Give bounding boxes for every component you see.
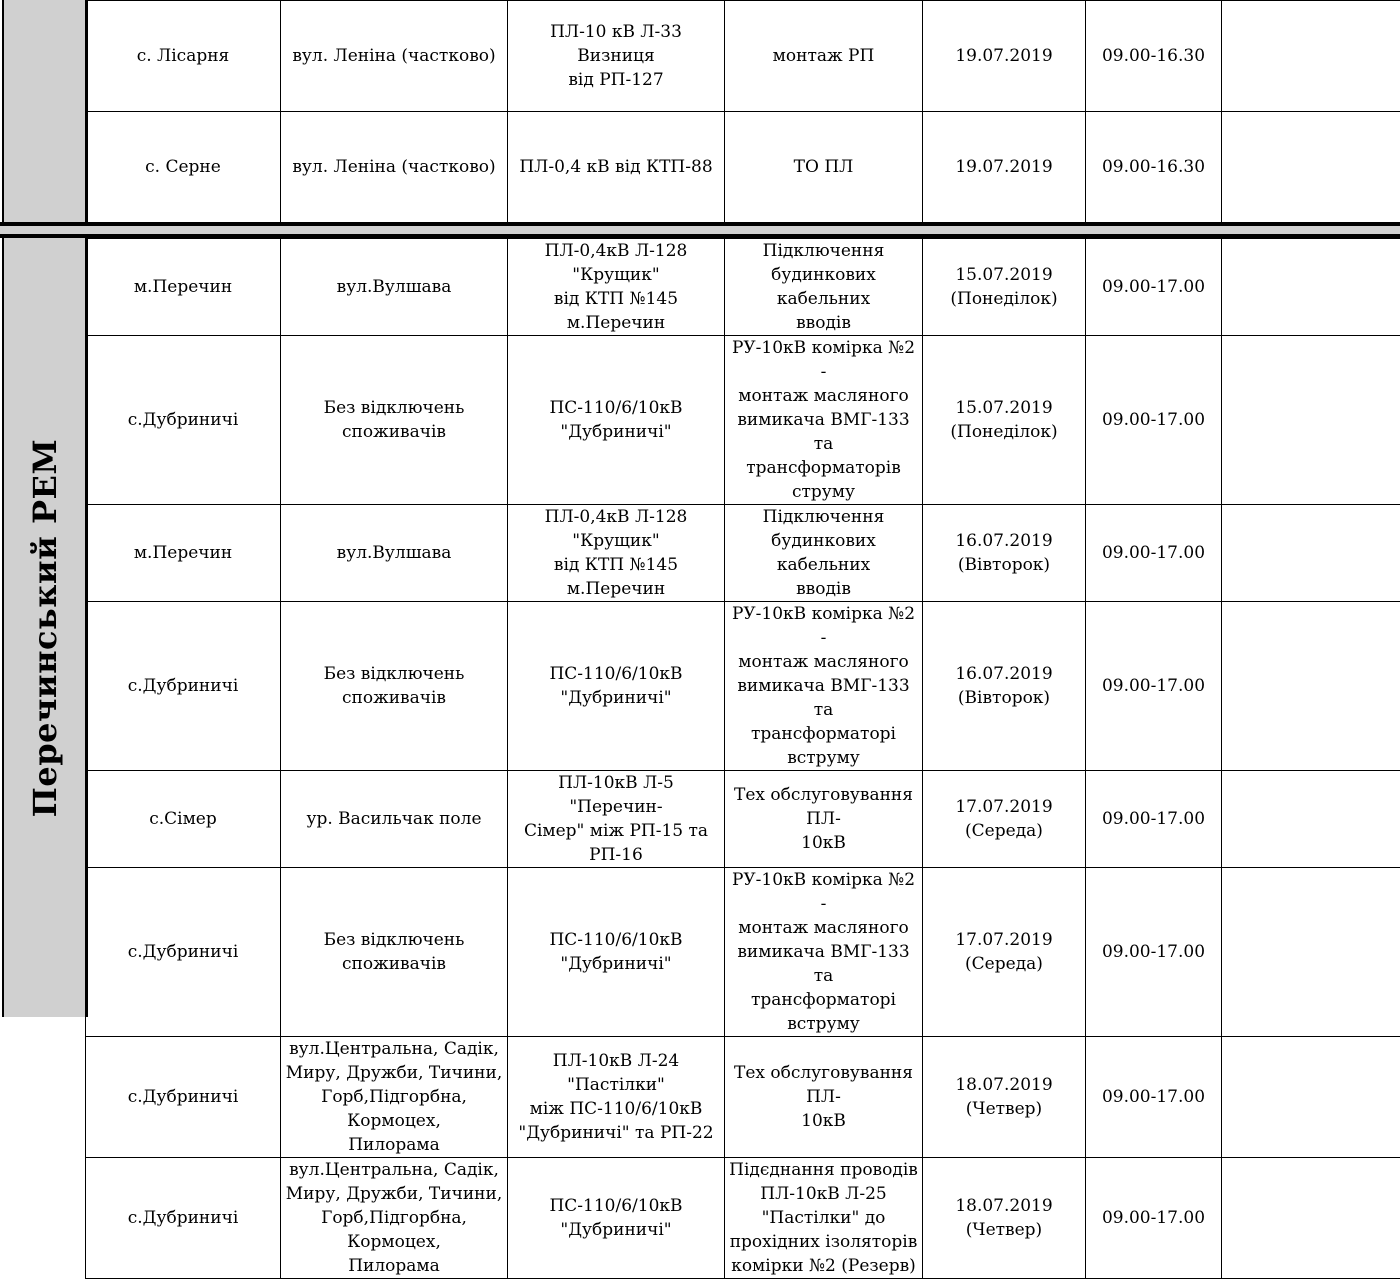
work-type-cell: Підключення будинкових кабельних вводів	[725, 239, 923, 336]
date-cell: 17.07.2019 (Середа)	[923, 771, 1086, 868]
table-row	[86, 1037, 1400, 1158]
time-cell: 09.00-17.00	[1086, 1037, 1222, 1158]
note-cell	[1222, 771, 1400, 868]
time-cell: 09.00-17.00	[1086, 336, 1222, 505]
table-row	[86, 112, 1400, 223]
settlement-cell: м.Перечин	[86, 239, 281, 336]
street-cell: Без відключень споживачів	[281, 868, 508, 1037]
date-cell: 16.07.2019 (Вівторок)	[923, 602, 1086, 771]
date-cell: 17.07.2019 (Середа)	[923, 868, 1086, 1037]
work-type-cell: ТО ПЛ	[725, 112, 923, 223]
work-type-cell: монтаж РП	[725, 1, 923, 112]
power-line-cell: ПЛ-0,4кВ Л-128 "Крущик" від КТП №145 м.Перечин	[508, 505, 725, 602]
note-cell	[1222, 602, 1400, 771]
street-cell: вул.Центральна, Садік, Миру, Дружби, Тичини, Горб,Підгорбна, Кормоцех, Пилорама	[281, 1037, 508, 1158]
note-cell	[1222, 1037, 1400, 1158]
date-cell: 15.07.2019 (Понеділок)	[923, 239, 1086, 336]
work-type-cell: Підєднання проводів ПЛ-10кВ Л-25 "Пастілки" до прохідних ізоляторів комірки №2 (Резерв)	[725, 1158, 923, 1279]
note-cell	[1222, 239, 1400, 336]
settlement-cell: с.Дубриничі	[86, 868, 281, 1037]
power-line-cell: ПЛ-0,4 кВ від КТП-88	[508, 112, 725, 223]
note-cell	[1222, 505, 1400, 602]
power-line-cell: ПС-110/6/10кВ "Дубриничі"	[508, 1158, 725, 1279]
note-cell	[1222, 868, 1400, 1037]
settlement-cell: с.Дубриничі	[86, 336, 281, 505]
settlement-cell: с. Серне	[86, 112, 281, 223]
note-cell	[1222, 336, 1400, 505]
table-row	[86, 771, 1400, 868]
time-cell: 09.00-17.00	[1086, 1158, 1222, 1279]
work-type-cell: РУ-10кВ комірка №2 - монтаж масляного вимикача ВМГ-133 та трансформаторів струму	[725, 336, 923, 505]
schedule-table-perechyn	[85, 238, 1400, 1279]
note-cell	[1222, 1158, 1400, 1279]
section-separator	[0, 222, 1400, 238]
time-cell: 09.00-17.00	[1086, 505, 1222, 602]
street-cell: Без відключень споживачів	[281, 602, 508, 771]
street-cell: вул.Вулшава	[281, 239, 508, 336]
schedule-table-top	[85, 0, 1400, 223]
street-cell: вул. Леніна (частково)	[281, 112, 508, 223]
region-band-top	[2, 0, 88, 222]
date-cell: 19.07.2019	[923, 112, 1086, 223]
settlement-cell: с. Лісарня	[86, 1, 281, 112]
time-cell: 09.00-17.00	[1086, 239, 1222, 336]
power-line-cell: ПЛ-0,4кВ Л-128 "Крущик" від КТП №145 м.Перечин	[508, 239, 725, 336]
table-row	[86, 1, 1400, 112]
power-line-cell: ПЛ-10 кВ Л-33 Визниця від РП-127	[508, 1, 725, 112]
note-cell	[1222, 1, 1400, 112]
table-row	[86, 602, 1400, 771]
region-label: Перечинський РЕМ	[26, 438, 64, 817]
date-cell: 19.07.2019	[923, 1, 1086, 112]
date-cell: 15.07.2019 (Понеділок)	[923, 336, 1086, 505]
time-cell: 09.00-17.00	[1086, 868, 1222, 1037]
time-cell: 09.00-17.00	[1086, 771, 1222, 868]
time-cell: 09.00-16.30	[1086, 112, 1222, 223]
work-type-cell: Тех обслуговування ПЛ- 10кВ	[725, 1037, 923, 1158]
settlement-cell: с.Сімер	[86, 771, 281, 868]
time-cell: 09.00-17.00	[1086, 602, 1222, 771]
settlement-cell: м.Перечин	[86, 505, 281, 602]
settlement-cell: с.Дубриничі	[86, 1158, 281, 1279]
date-cell: 16.07.2019 (Вівторок)	[923, 505, 1086, 602]
date-cell: 18.07.2019 (Четвер)	[923, 1158, 1086, 1279]
power-line-cell: ПЛ-10кВ Л-5 "Перечин- Сімер" між РП-15 та РП-16	[508, 771, 725, 868]
settlement-cell: с.Дубриничі	[86, 1037, 281, 1158]
street-cell: вул.Центральна, Садік, Миру, Дружби, Тичини, Горб,Підгорбна, Кормоцех, Пилорама	[281, 1158, 508, 1279]
settlement-cell: с.Дубриничі	[86, 602, 281, 771]
work-type-cell: РУ-10кВ комірка №2 - монтаж масляного вимикача ВМГ-133 та трансформаторі вструму	[725, 602, 923, 771]
table-row	[86, 336, 1400, 505]
power-line-cell: ПС-110/6/10кВ "Дубриничі"	[508, 336, 725, 505]
power-line-cell: ПС-110/6/10кВ "Дубриничі"	[508, 868, 725, 1037]
table-row	[86, 505, 1400, 602]
table-row	[86, 239, 1400, 336]
table-row	[86, 868, 1400, 1037]
street-cell: ур. Васильчак поле	[281, 771, 508, 868]
street-cell: вул.Вулшава	[281, 505, 508, 602]
date-cell: 18.07.2019 (Четвер)	[923, 1037, 1086, 1158]
region-band-perechyn	[2, 238, 88, 1017]
work-type-cell: РУ-10кВ комірка №2 - монтаж масляного вимикача ВМГ-133 та трансформаторі вструму	[725, 868, 923, 1037]
time-cell: 09.00-16.30	[1086, 1, 1222, 112]
note-cell	[1222, 112, 1400, 223]
work-type-cell: Підключення будинкових кабельних вводів	[725, 505, 923, 602]
table-row	[86, 1158, 1400, 1279]
power-line-cell: ПС-110/6/10кВ "Дубриничі"	[508, 602, 725, 771]
power-line-cell: ПЛ-10кВ Л-24 "Пастілки" між ПС-110/6/10кВ "Дубриничі" та РП-22	[508, 1037, 725, 1158]
street-cell: вул. Леніна (частково)	[281, 1, 508, 112]
work-type-cell: Тех обслуговування ПЛ- 10кВ	[725, 771, 923, 868]
street-cell: Без відключень споживачів	[281, 336, 508, 505]
